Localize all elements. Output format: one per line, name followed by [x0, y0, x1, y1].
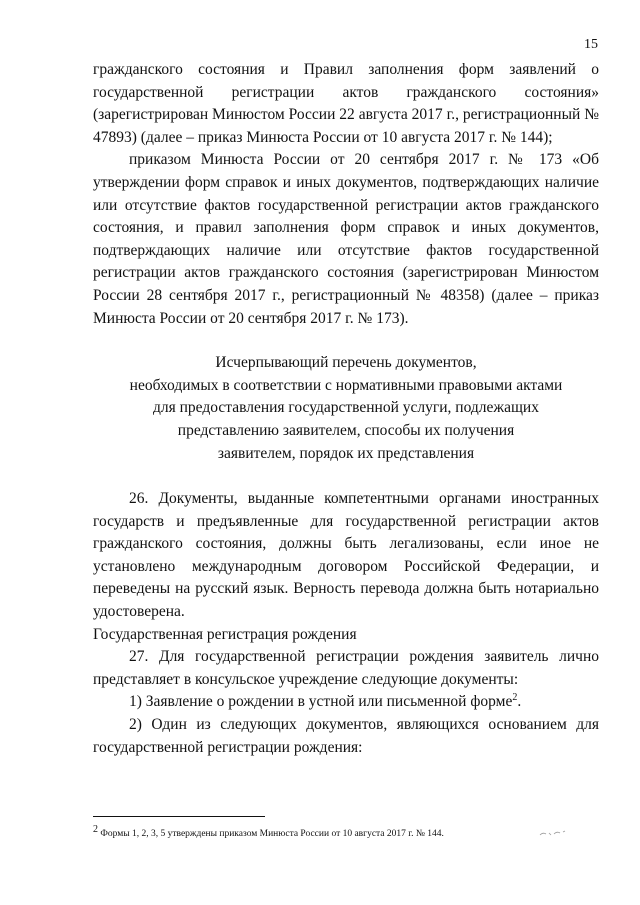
footnote: [93, 823, 599, 840]
heading-line: необходимых в соответствии с нормативными правовыми актами: [129, 376, 563, 394]
footnote-divider: [93, 816, 265, 817]
list-item-1-text: 1) Заявление о рождении в устной или письменной форме: [129, 693, 513, 711]
paragraph-26: 26. Документы, выданные компетентными органами иностранных государств и предъявленные для государственной регистрации актов гражданского состояния, должны быть легализованы, если иное не установлено международным договором Российской Федерации, и переведены на русский язык. Верность перевода должна быть нотариально удостоверена.: [93, 490, 599, 621]
heading-line: представлению заявителем, способы их получения: [177, 421, 515, 439]
paragraph-27: 27. Для государственной регистрации рождения заявитель лично представляет в консульское учреждение следующие документы:: [93, 648, 599, 688]
footnote-marker: 2: [93, 823, 98, 835]
footnote-text: Формы 1, 2, 3, 5 утверждены приказом Минюста России от 10 августа 2017 г. № 144.: [98, 829, 444, 839]
paragraph-continuation: гражданского состояния и Правил заполнения форм заявлений о государственной регистрации актов гражданского состояния» (зарегистрирован Минюстом России 22 августа 2017 г., регистрационный № 47893) (далее – приказ Минюста России от 10 августа 2017 г. № 144);: [93, 61, 599, 146]
paragraph-order-173: приказом Минюста России от 20 сентября 2017 г. № 173 «Об утверждении форм справок и иных документов, подтверждающих наличие или отсутствие фактов государственной регистрации актов гражданского состояния, и правил заполнения форм справок и иных документов, подтверждающих наличие или отсутствие фактов государственной регистрации актов гражданского состояния (зарегистрирован Минюстом России 28 сентября 2017 г., регистрационный № 48358) (далее – приказ Минюста России от 20 сентября 2017 г. № 173).: [93, 151, 599, 327]
heading-line: для предоставления государственной услуги, подлежащих: [153, 399, 539, 417]
scan-mark-icon: [538, 828, 568, 838]
footnote-reference[interactable]: 2: [512, 692, 518, 704]
list-item-1: [93, 691, 599, 714]
list-item-2: 2) Один из следующих документов, являющихся основанием для государственной регистрации рождения:: [93, 716, 599, 756]
page-content: [93, 59, 599, 759]
list-item-1-end: .: [517, 693, 522, 711]
section-heading-birth-registration: Государственная регистрация рождения: [93, 625, 357, 643]
section-heading-documents-list: [93, 352, 599, 465]
page-number: 15: [584, 37, 598, 52]
heading-line: Исчерпывающий перечень документов,: [215, 354, 477, 372]
heading-line: заявителем, порядок их представления: [217, 444, 475, 462]
